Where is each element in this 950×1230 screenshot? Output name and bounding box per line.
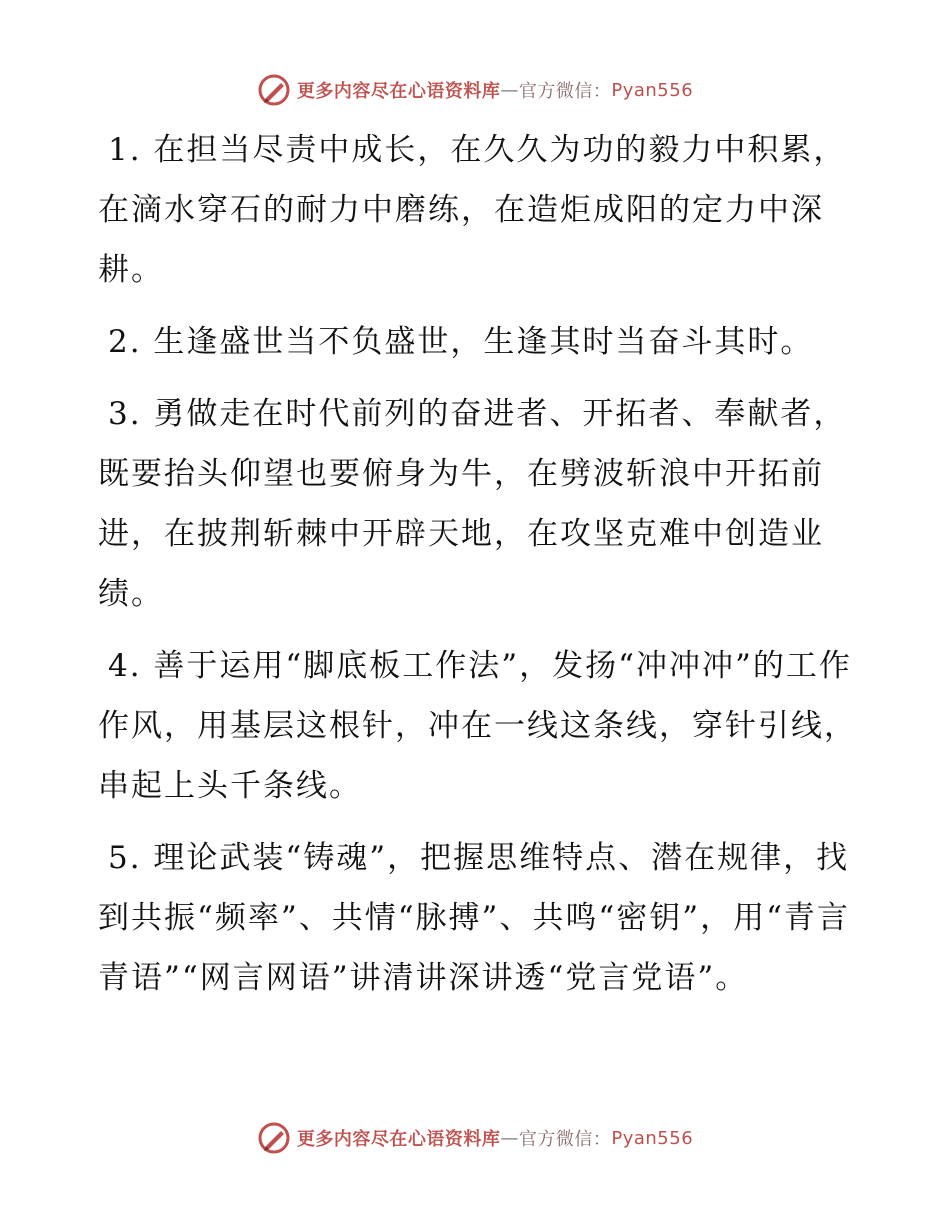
paragraph-4: 4. 善于运用“脚底板工作法”，发扬“冲冲冲”的工作作风，用基层这根针，冲在一线这条线，穿针引线，串起上头千条线。 — [98, 648, 857, 804]
watermark-id: Pyan556 — [611, 79, 694, 101]
header-watermark — [0, 70, 950, 110]
paragraph-1: 1. 在担当尽责中成长，在久久为功的毅力中积累，在滴水穿石的耐力中磨练，在造炬成阳的定力中深耕。 — [98, 132, 847, 288]
document-body — [98, 120, 858, 1020]
watermark-main: 更多内容尽在心语资料库 — [296, 1129, 501, 1150]
watermark-dash: — — [500, 79, 519, 101]
paragraph-5: 5. 理论武装“铸魂”，把握思维特点、潜在规律，找到共振“频率”、共情“脉搏”、共鸣“密钥”，用“青言青语”“网言网语”讲清讲深讲透“党言党语”。 — [98, 840, 850, 996]
watermark-dash: — — [500, 1127, 519, 1149]
watermark-text — [297, 1125, 693, 1151]
paragraph-2: 2. 生逢盛世当不负盛世，生逢其时当奋斗其时。 — [108, 324, 814, 360]
watermark-id: Pyan556 — [611, 1127, 694, 1149]
watermark-main: 更多内容尽在心语资料库 — [296, 81, 501, 102]
pen-logo-icon — [257, 1121, 291, 1155]
watermark-label: 官方微信： — [518, 1129, 612, 1150]
pen-logo-icon — [257, 73, 291, 107]
footer-watermark — [0, 1118, 950, 1158]
watermark-text — [297, 77, 693, 103]
watermark-label: 官方微信： — [518, 81, 612, 102]
paragraph-3: 3. 勇做走在时代前列的奋进者、开拓者、奉献者，既要抬头仰望也要俯身为牛，在劈波斩浪中开拓前进，在披荆斩棘中开辟天地，在攻坚克难中创造业绩。 — [98, 396, 847, 612]
